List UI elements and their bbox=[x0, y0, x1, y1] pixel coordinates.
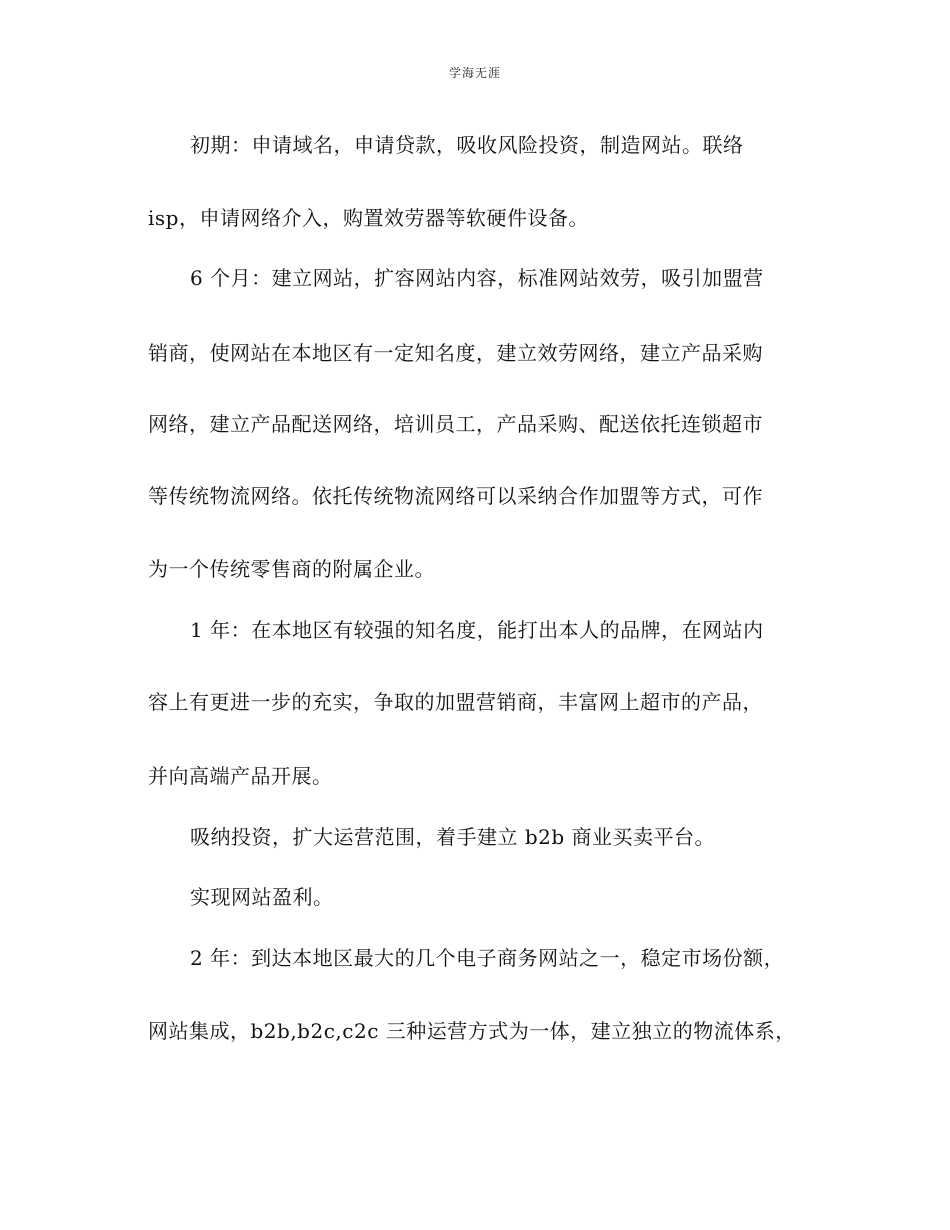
page-header: 学海无涯 bbox=[448, 66, 501, 80]
paragraph-2-line-4: 等传统物流网络。依托传统物流网络可以采纳合作加盟等方式，可作 bbox=[148, 484, 763, 508]
paragraph-2-line-5: 为一个传统零售商的附属企业。 bbox=[148, 557, 435, 581]
paragraph-5-line-1: 实现网站盈利。 bbox=[190, 885, 334, 909]
paragraph-4-line-1: 吸纳投资，扩大运营范围，着手建立 b2b 商业买卖平台。 bbox=[190, 825, 716, 849]
paragraph-6-line-1: 2 年：到达本地区最大的几个电子商务网站之一，稳定市场份额， bbox=[190, 946, 785, 970]
paragraph-2-line-3: 网络，建立产品配送网络，培训员工，产品采购、配送依托连锁超市 bbox=[148, 412, 763, 436]
paragraph-3-line-3: 并向高端产品开展。 bbox=[148, 764, 333, 788]
paragraph-3-line-2: 容上有更进一步的充实，争取的加盟营销商，丰富网上超市的产品， bbox=[148, 690, 763, 714]
paragraph-1-line-1: 初期：申请域名，申请贷款，吸收风险投资，制造网站。联络 bbox=[190, 133, 744, 157]
paragraph-2-line-2: 销商，使网站在本地区有一定知名度，建立效劳网络，建立产品采购 bbox=[148, 341, 763, 365]
paragraph-1-line-2: isp，申请网络介入，购置效劳器等软硬件设备。 bbox=[148, 206, 589, 230]
paragraph-6-line-2: 网站集成，b2b,b2c,c2c 三种运营方式为一体，建立独立的物流体系， bbox=[148, 1019, 796, 1043]
paragraph-3-line-1: 1 年：在本地区有较强的知名度，能打出本人的品牌，在网站内 bbox=[190, 618, 764, 642]
paragraph-2-line-1: 6 个月：建立网站，扩容网站内容，标准网站效劳，吸引加盟营 bbox=[190, 266, 764, 290]
